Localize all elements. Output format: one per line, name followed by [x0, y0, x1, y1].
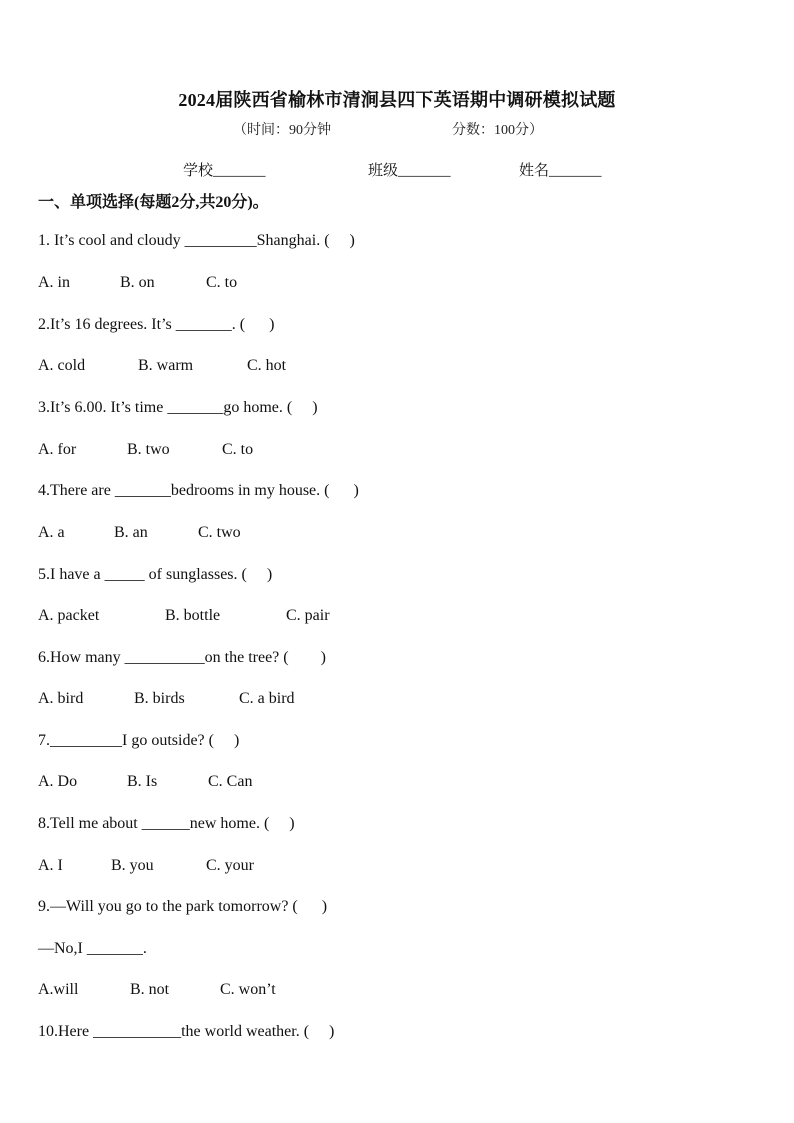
option-b: B. an [114, 524, 148, 541]
option-a: A. Do [38, 773, 78, 790]
option-c: C. a bird [239, 690, 295, 707]
question-6: 6.How many __________on the tree? ( ) [38, 649, 326, 666]
options-9 [38, 981, 276, 999]
option-c: C. to [206, 274, 238, 291]
option-c: C. hot [247, 357, 287, 374]
total-score: 分数：100分） [452, 123, 543, 138]
option-a: A. bird [38, 690, 84, 707]
option-c: C. Can [208, 773, 253, 790]
options-1 [38, 274, 237, 292]
options-4 [38, 524, 241, 542]
options-7 [38, 773, 252, 791]
option-a: A. for [38, 441, 77, 458]
question-2: 2.It’s 16 degrees. It’s _______. ( ) [38, 316, 275, 333]
option-a: A. a [38, 524, 65, 541]
options-8 [38, 857, 254, 875]
exam-title: 2024届陕西省榆林市清涧县四下英语期中调研模拟试题 [178, 90, 616, 110]
options-5 [38, 607, 330, 625]
option-b: B. birds [134, 690, 185, 707]
section-heading: 一、单项选择(每题2分,共20分)。 [38, 194, 269, 211]
option-b: B. two [127, 441, 170, 458]
option-c: C. two [198, 524, 241, 541]
option-a: A. in [38, 274, 70, 291]
question-9: 9.—Will you go to the park tomorrow? ( ) [38, 898, 328, 915]
question-5: 5.I have a _____ of sunglasses. ( ) [38, 566, 273, 583]
option-c: C. pair [286, 607, 330, 624]
option-c: C. won’t [220, 981, 276, 998]
options-6 [38, 690, 295, 708]
question-1: 1. It’s cool and cloudy _________Shanghai. ( ) [38, 232, 355, 249]
question-10: 10.Here ___________the world weather. ( ) [38, 1023, 335, 1040]
option-b: B. bottle [165, 607, 221, 624]
option-b: B. Is [127, 773, 158, 790]
option-b: B. on [120, 274, 155, 291]
class-field: 班级_______ [368, 163, 451, 179]
option-c: C. your [206, 857, 254, 874]
question-8: 8.Tell me about ______new home. ( ) [38, 815, 295, 832]
option-b: B. you [111, 857, 154, 874]
option-c: C. to [222, 441, 254, 458]
question-4: 4.There are _______bedrooms in my house. ( ) [38, 482, 359, 499]
option-b: B. warm [138, 357, 194, 374]
option-a: A. cold [38, 357, 86, 374]
time-limit: （时间：90分钟 [233, 123, 331, 138]
question-7: 7._________I go outside? ( ) [38, 732, 240, 749]
option-a: A. packet [38, 607, 100, 624]
question-3: 3.It’s 6.00. It’s time _______go home. ( ) [38, 399, 318, 416]
option-a: A.will [38, 981, 79, 998]
options-2 [38, 357, 286, 375]
options-3 [38, 441, 253, 459]
name-field: 姓名_______ [519, 163, 602, 179]
question-9-answer-line: —No,I _______. [38, 940, 147, 957]
option-b: B. not [130, 981, 170, 998]
school-field: 学校_______ [183, 163, 266, 179]
option-a: A. I [38, 857, 63, 874]
